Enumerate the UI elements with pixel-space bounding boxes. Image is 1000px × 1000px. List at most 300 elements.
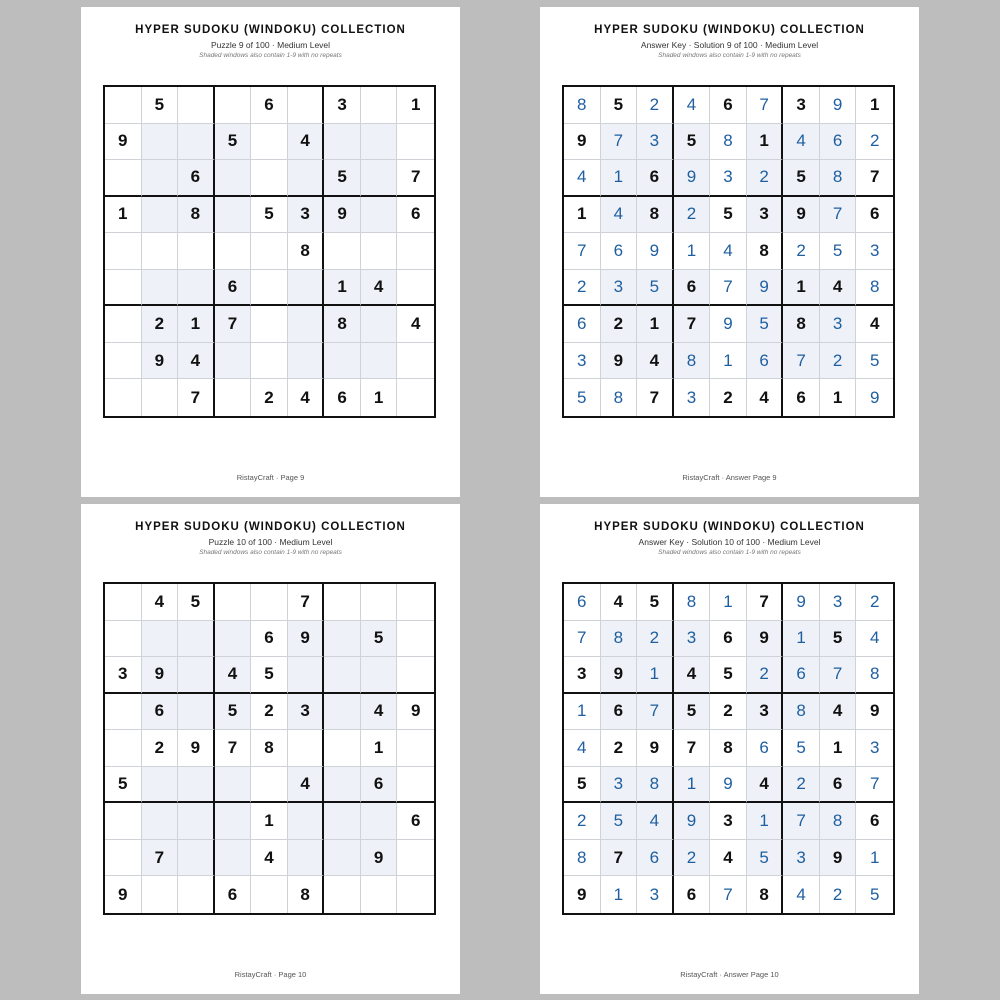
sudoku-cell: 6	[215, 270, 252, 307]
sudoku-cell: 5	[142, 87, 179, 124]
page-footer: RistayCraft · Answer Page 9	[682, 473, 777, 482]
page-subtitle: Puzzle 9 of 100 · Medium Level	[210, 40, 331, 50]
sudoku-cell	[324, 767, 361, 804]
sudoku-cell: 6	[142, 694, 179, 731]
sudoku-cell	[142, 270, 179, 307]
sudoku-cell: 6	[856, 803, 893, 840]
sudoku-cell: 6	[710, 621, 747, 658]
sudoku-cell: 5	[747, 840, 784, 877]
sudoku-cell	[361, 306, 398, 343]
sudoku-cell: 6	[783, 657, 820, 694]
sudoku-cell: 7	[747, 584, 784, 621]
sudoku-cell: 1	[637, 657, 674, 694]
sudoku-cell	[178, 840, 215, 877]
sudoku-cell: 8	[564, 840, 601, 877]
sudoku-cell: 8	[637, 767, 674, 804]
sudoku-grid	[562, 582, 895, 915]
sudoku-cell	[324, 876, 361, 913]
sudoku-cell	[142, 233, 179, 270]
sudoku-cell	[251, 124, 288, 161]
sudoku-cell: 1	[820, 379, 857, 416]
sudoku-cell	[324, 584, 361, 621]
sudoku-cell: 7	[856, 160, 893, 197]
sudoku-cell	[178, 803, 215, 840]
sudoku-cell: 9	[142, 343, 179, 380]
sudoku-cell: 4	[637, 803, 674, 840]
sudoku-cell: 5	[820, 621, 857, 658]
sudoku-cell: 4	[397, 306, 434, 343]
sudoku-cell: 2	[710, 379, 747, 416]
sudoku-cell: 7	[564, 621, 601, 658]
sudoku-cell: 6	[397, 197, 434, 234]
sudoku-cell: 1	[856, 87, 893, 124]
sudoku-cell	[324, 803, 361, 840]
sudoku-cell: 1	[361, 379, 398, 416]
puzzle-page-10	[81, 504, 460, 994]
sudoku-cell	[178, 621, 215, 658]
sudoku-cell: 8	[710, 730, 747, 767]
sudoku-cell: 3	[324, 87, 361, 124]
sudoku-cell: 3	[564, 343, 601, 380]
sudoku-cell	[178, 87, 215, 124]
sudoku-cell: 8	[288, 876, 325, 913]
sudoku-cell: 2	[601, 730, 638, 767]
sudoku-cell: 5	[637, 270, 674, 307]
sudoku-cell: 3	[288, 197, 325, 234]
sudoku-cell: 8	[783, 306, 820, 343]
sudoku-cell: 5	[324, 160, 361, 197]
sudoku-cell: 7	[215, 306, 252, 343]
sudoku-cell	[105, 343, 142, 380]
sudoku-cell: 2	[783, 767, 820, 804]
sudoku-cell: 6	[324, 379, 361, 416]
sudoku-cell: 5	[564, 767, 601, 804]
sudoku-cell: 7	[397, 160, 434, 197]
sudoku-cell	[178, 657, 215, 694]
sudoku-cell	[288, 840, 325, 877]
sudoku-cell: 1	[710, 584, 747, 621]
sudoku-cell: 6	[747, 730, 784, 767]
sudoku-cell: 5	[674, 694, 711, 731]
sudoku-cell: 5	[361, 621, 398, 658]
sudoku-cell: 1	[361, 730, 398, 767]
sudoku-cell: 2	[564, 270, 601, 307]
sudoku-cell: 8	[674, 343, 711, 380]
sudoku-cell: 8	[856, 657, 893, 694]
answer-page-9	[540, 7, 919, 497]
sudoku-cell	[105, 803, 142, 840]
sudoku-cell: 2	[820, 876, 857, 913]
sudoku-cell	[251, 270, 288, 307]
sudoku-cell: 4	[747, 767, 784, 804]
sudoku-cell	[105, 160, 142, 197]
sudoku-cell: 9	[361, 840, 398, 877]
sudoku-cell: 9	[783, 197, 820, 234]
sudoku-cell	[215, 803, 252, 840]
sudoku-cell	[142, 379, 179, 416]
sudoku-cell: 5	[564, 379, 601, 416]
sudoku-cell: 3	[105, 657, 142, 694]
sudoku-cell: 2	[783, 233, 820, 270]
sudoku-cell: 4	[674, 87, 711, 124]
sudoku-cell: 2	[856, 584, 893, 621]
sudoku-cell: 1	[105, 197, 142, 234]
sudoku-cell: 7	[674, 306, 711, 343]
sudoku-cell: 9	[710, 767, 747, 804]
sudoku-cell: 6	[674, 876, 711, 913]
sudoku-cell: 8	[637, 197, 674, 234]
sudoku-cell: 8	[251, 730, 288, 767]
sudoku-cell: 5	[783, 160, 820, 197]
sudoku-cell: 7	[142, 840, 179, 877]
page-subtitle: Puzzle 10 of 100 · Medium Level	[208, 537, 333, 547]
sudoku-cell: 6	[178, 160, 215, 197]
sudoku-cell	[361, 803, 398, 840]
sudoku-cell	[105, 730, 142, 767]
sudoku-cell	[178, 270, 215, 307]
sudoku-cell	[361, 87, 398, 124]
sudoku-cell	[215, 767, 252, 804]
sudoku-cell: 5	[856, 876, 893, 913]
sudoku-grid	[562, 85, 895, 418]
sudoku-cell: 7	[820, 657, 857, 694]
sudoku-cell: 3	[856, 233, 893, 270]
sudoku-cell	[397, 343, 434, 380]
sudoku-cell: 9	[820, 840, 857, 877]
sudoku-cell: 7	[637, 379, 674, 416]
sudoku-cell	[324, 621, 361, 658]
sudoku-cell: 7	[564, 233, 601, 270]
sudoku-cell: 3	[637, 876, 674, 913]
sudoku-cell: 7	[178, 379, 215, 416]
sudoku-cell: 4	[564, 160, 601, 197]
page-title: HYPER SUDOKU (WINDOKU) COLLECTION	[135, 24, 406, 36]
sudoku-cell: 1	[747, 124, 784, 161]
sudoku-cell: 9	[178, 730, 215, 767]
sudoku-cell	[251, 306, 288, 343]
sudoku-cell	[178, 233, 215, 270]
sudoku-cell: 9	[324, 197, 361, 234]
sudoku-cell: 1	[856, 840, 893, 877]
sudoku-cell: 3	[820, 584, 857, 621]
sudoku-cell	[397, 270, 434, 307]
sudoku-cell: 9	[142, 657, 179, 694]
sudoku-cell: 6	[251, 87, 288, 124]
sudoku-cell: 4	[361, 694, 398, 731]
sudoku-cell: 1	[564, 694, 601, 731]
sudoku-cell: 6	[564, 306, 601, 343]
sudoku-cell	[288, 657, 325, 694]
sudoku-cell: 9	[747, 621, 784, 658]
sudoku-cell: 9	[637, 233, 674, 270]
sudoku-cell: 5	[105, 767, 142, 804]
sudoku-cell	[215, 160, 252, 197]
sudoku-cell	[288, 87, 325, 124]
sudoku-cell: 5	[601, 803, 638, 840]
sudoku-cell: 4	[178, 343, 215, 380]
sudoku-cell: 6	[820, 124, 857, 161]
sudoku-cell	[397, 584, 434, 621]
sudoku-cell: 9	[783, 584, 820, 621]
sudoku-cell: 6	[783, 379, 820, 416]
sudoku-cell: 9	[105, 876, 142, 913]
sudoku-cell: 5	[601, 87, 638, 124]
sudoku-cell: 4	[637, 343, 674, 380]
sudoku-cell: 4	[820, 270, 857, 307]
sudoku-cell	[324, 840, 361, 877]
sudoku-cell: 1	[637, 306, 674, 343]
sudoku-cell: 1	[324, 270, 361, 307]
sudoku-cell	[361, 124, 398, 161]
sudoku-cell	[361, 197, 398, 234]
sudoku-cell: 2	[637, 621, 674, 658]
sudoku-cell: 3	[747, 197, 784, 234]
sudoku-cell: 6	[856, 197, 893, 234]
sudoku-cell: 7	[710, 876, 747, 913]
sudoku-cell: 3	[710, 803, 747, 840]
sudoku-cell	[178, 694, 215, 731]
sudoku-cell: 9	[397, 694, 434, 731]
sudoku-cell: 6	[397, 803, 434, 840]
sudoku-cell	[397, 767, 434, 804]
sudoku-cell: 2	[674, 197, 711, 234]
page-footer: RistayCraft · Answer Page 10	[680, 970, 779, 979]
sudoku-cell	[324, 343, 361, 380]
sudoku-cell: 5	[783, 730, 820, 767]
sudoku-cell: 4	[215, 657, 252, 694]
sudoku-cell: 7	[288, 584, 325, 621]
sudoku-cell: 4	[783, 124, 820, 161]
sudoku-cell: 9	[564, 876, 601, 913]
sudoku-cell	[142, 160, 179, 197]
sudoku-cell: 4	[142, 584, 179, 621]
sudoku-cell	[397, 379, 434, 416]
sudoku-cell	[288, 343, 325, 380]
sudoku-cell: 4	[820, 694, 857, 731]
sudoku-cell: 2	[142, 306, 179, 343]
sudoku-cell: 6	[820, 767, 857, 804]
windows-note: Shaded windows also contain 1-9 with no repeats	[199, 52, 342, 59]
sudoku-cell: 4	[564, 730, 601, 767]
sudoku-cell: 4	[710, 840, 747, 877]
sudoku-cell: 1	[783, 621, 820, 658]
page-title: HYPER SUDOKU (WINDOKU) COLLECTION	[135, 521, 406, 533]
sudoku-cell: 8	[178, 197, 215, 234]
sudoku-cell: 3	[820, 306, 857, 343]
sudoku-cell	[215, 621, 252, 658]
sudoku-cell: 8	[288, 233, 325, 270]
sudoku-cell: 4	[601, 584, 638, 621]
sudoku-cell: 5	[215, 124, 252, 161]
sudoku-cell	[288, 160, 325, 197]
sudoku-cell: 5	[674, 124, 711, 161]
sudoku-cell: 8	[601, 379, 638, 416]
sudoku-cell: 1	[674, 767, 711, 804]
sudoku-cell: 6	[747, 343, 784, 380]
sudoku-cell: 4	[361, 270, 398, 307]
sudoku-cell: 2	[747, 657, 784, 694]
sudoku-cell	[288, 306, 325, 343]
sudoku-cell	[142, 767, 179, 804]
windows-note: Shaded windows also contain 1-9 with no repeats	[658, 52, 801, 59]
sudoku-cell	[397, 876, 434, 913]
sudoku-cell: 7	[783, 343, 820, 380]
sudoku-cell: 3	[674, 379, 711, 416]
sudoku-cell: 9	[710, 306, 747, 343]
sudoku-cell: 4	[783, 876, 820, 913]
sudoku-cell	[105, 306, 142, 343]
sudoku-cell: 5	[251, 657, 288, 694]
sudoku-cell: 2	[601, 306, 638, 343]
sudoku-cell: 2	[637, 87, 674, 124]
sudoku-cell: 4	[288, 767, 325, 804]
sudoku-cell: 6	[361, 767, 398, 804]
sudoku-cell: 4	[747, 379, 784, 416]
sudoku-cell	[397, 657, 434, 694]
sudoku-cell: 9	[674, 160, 711, 197]
sudoku-cell: 1	[601, 160, 638, 197]
sudoku-cell: 3	[288, 694, 325, 731]
sudoku-cell: 4	[601, 197, 638, 234]
sudoku-cell: 9	[674, 803, 711, 840]
sudoku-grid	[103, 582, 436, 915]
sudoku-cell: 8	[564, 87, 601, 124]
sudoku-cell	[397, 621, 434, 658]
sudoku-cell: 3	[637, 124, 674, 161]
sudoku-cell: 4	[856, 306, 893, 343]
sudoku-cell: 2	[142, 730, 179, 767]
sudoku-cell	[324, 124, 361, 161]
sudoku-cell: 6	[601, 233, 638, 270]
sudoku-cell: 1	[397, 87, 434, 124]
sudoku-cell	[215, 87, 252, 124]
sudoku-cell: 3	[747, 694, 784, 731]
sudoku-cell: 6	[637, 840, 674, 877]
sudoku-cell: 3	[856, 730, 893, 767]
sudoku-cell: 5	[215, 694, 252, 731]
sudoku-cell: 1	[747, 803, 784, 840]
sudoku-cell	[251, 767, 288, 804]
sudoku-cell	[361, 233, 398, 270]
sudoku-cell: 2	[856, 124, 893, 161]
sudoku-cell: 5	[820, 233, 857, 270]
sudoku-cell: 7	[820, 197, 857, 234]
sudoku-cell: 6	[710, 87, 747, 124]
sudoku-cell: 5	[710, 657, 747, 694]
sudoku-cell: 3	[601, 270, 638, 307]
windows-note: Shaded windows also contain 1-9 with no repeats	[658, 549, 801, 556]
sudoku-cell	[215, 584, 252, 621]
page-title: HYPER SUDOKU (WINDOKU) COLLECTION	[594, 521, 865, 533]
sudoku-cell	[288, 730, 325, 767]
sudoku-cell	[142, 197, 179, 234]
sudoku-cell	[215, 379, 252, 416]
sudoku-cell	[105, 621, 142, 658]
sudoku-cell: 7	[674, 730, 711, 767]
sudoku-cell: 3	[783, 840, 820, 877]
sudoku-cell	[105, 87, 142, 124]
sudoku-cell	[361, 876, 398, 913]
sudoku-cell: 9	[856, 694, 893, 731]
sudoku-cell	[142, 803, 179, 840]
sudoku-cell: 1	[564, 197, 601, 234]
sudoku-cell: 5	[637, 584, 674, 621]
sudoku-cell	[397, 840, 434, 877]
sudoku-cell	[361, 657, 398, 694]
sudoku-cell: 8	[747, 233, 784, 270]
sudoku-cell: 5	[251, 197, 288, 234]
page-subtitle: Answer Key · Solution 10 of 100 · Medium Level	[638, 537, 821, 547]
sudoku-cell: 2	[251, 379, 288, 416]
sudoku-cell	[397, 124, 434, 161]
sudoku-grid	[103, 85, 436, 418]
sudoku-cell	[178, 767, 215, 804]
sudoku-cell: 5	[710, 197, 747, 234]
answer-page-10	[540, 504, 919, 994]
sudoku-cell: 4	[251, 840, 288, 877]
page-title: HYPER SUDOKU (WINDOKU) COLLECTION	[594, 24, 865, 36]
sudoku-cell	[397, 730, 434, 767]
sudoku-cell: 9	[856, 379, 893, 416]
sudoku-cell	[361, 343, 398, 380]
sudoku-cell: 6	[601, 694, 638, 731]
sudoku-cell: 5	[856, 343, 893, 380]
sudoku-cell	[142, 621, 179, 658]
sudoku-cell: 3	[564, 657, 601, 694]
sudoku-cell	[251, 876, 288, 913]
sudoku-cell	[215, 197, 252, 234]
sudoku-cell: 4	[710, 233, 747, 270]
sudoku-cell: 3	[674, 621, 711, 658]
sudoku-cell: 8	[856, 270, 893, 307]
sudoku-cell: 6	[674, 270, 711, 307]
sudoku-cell: 9	[601, 343, 638, 380]
sudoku-cell: 2	[820, 343, 857, 380]
sudoku-cell: 7	[601, 840, 638, 877]
sudoku-cell	[105, 270, 142, 307]
sudoku-cell: 8	[820, 803, 857, 840]
sudoku-cell: 6	[637, 160, 674, 197]
sudoku-cell: 9	[288, 621, 325, 658]
sudoku-cell	[361, 584, 398, 621]
sudoku-cell	[251, 160, 288, 197]
sudoku-cell: 1	[178, 306, 215, 343]
sudoku-cell: 4	[288, 124, 325, 161]
sudoku-cell	[142, 876, 179, 913]
sudoku-cell: 6	[564, 584, 601, 621]
sudoku-cell: 4	[856, 621, 893, 658]
sudoku-cell: 9	[564, 124, 601, 161]
sudoku-cell	[178, 124, 215, 161]
sudoku-cell: 8	[710, 124, 747, 161]
sudoku-cell: 6	[215, 876, 252, 913]
sudoku-cell: 9	[601, 657, 638, 694]
sudoku-cell: 7	[783, 803, 820, 840]
sudoku-cell	[215, 840, 252, 877]
sudoku-cell: 7	[747, 87, 784, 124]
sudoku-cell: 2	[674, 840, 711, 877]
sudoku-cell: 9	[105, 124, 142, 161]
sudoku-cell: 7	[637, 694, 674, 731]
sudoku-cell: 7	[856, 767, 893, 804]
sudoku-cell: 2	[251, 694, 288, 731]
sudoku-cell: 8	[674, 584, 711, 621]
sudoku-cell	[215, 343, 252, 380]
sudoku-cell	[324, 730, 361, 767]
sudoku-cell: 1	[820, 730, 857, 767]
sudoku-cell: 4	[288, 379, 325, 416]
sudoku-cell	[105, 233, 142, 270]
